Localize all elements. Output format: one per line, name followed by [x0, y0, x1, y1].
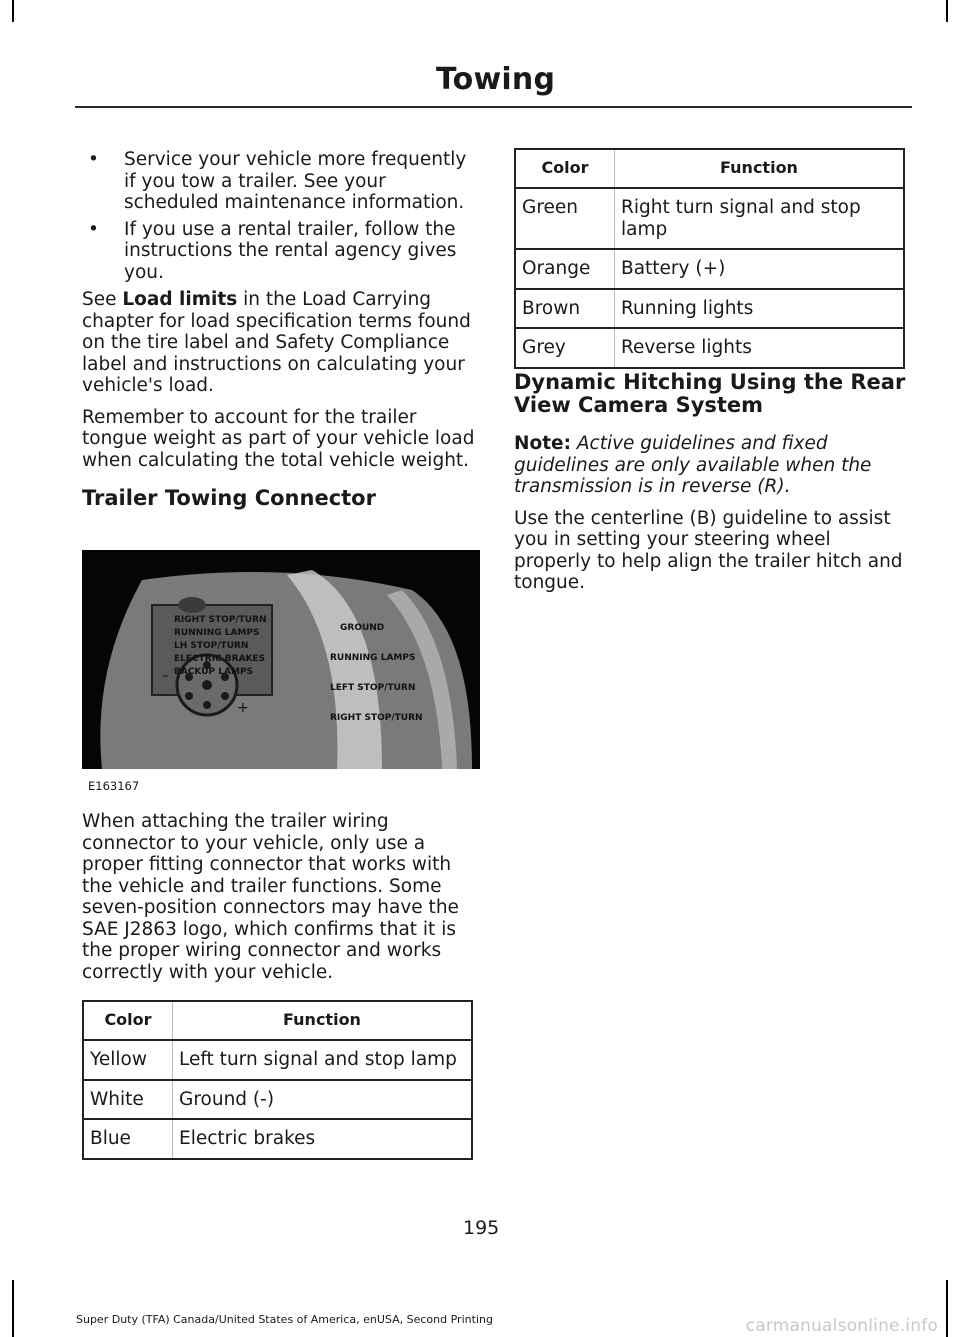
svg-text:–: – — [162, 668, 169, 684]
connector-label: GROUND — [340, 623, 385, 633]
table-row — [83, 1080, 472, 1120]
cell-color: Brown — [515, 289, 615, 329]
crop-mark — [946, 0, 948, 22]
section-heading: Dynamic Hitching Using the Rear View Camera System — [514, 370, 906, 417]
attaching-paragraph: When attaching the trailer wiring connector to your vehicle, only use a proper fitting connector that works with the vehicle and trailer functions. Some seven-position connectors may have the SAE J2863 logo, which confirms that it is the proper wiring connector and works correctly with your vehicle. — [82, 811, 459, 983]
cell-color: Yellow — [83, 1040, 173, 1080]
note-paragraph — [514, 433, 908, 498]
column-header-function: Function — [615, 149, 905, 188]
note-text: Active guidelines and fixed guidelines are only available when the transmission is in reverse (R). — [514, 433, 872, 497]
table-header-row — [83, 1001, 472, 1040]
crop-mark — [946, 1280, 948, 1337]
color-function-table — [514, 148, 905, 369]
bullet-list — [82, 149, 475, 283]
svg-text:+: + — [237, 700, 249, 716]
column-header-color: Color — [515, 149, 615, 188]
connector-label: RUNNING LAMPS — [330, 653, 416, 663]
cell-function: Right turn signal and stop lamp — [615, 188, 905, 249]
photo-caption: E163167 — [88, 779, 140, 793]
table-row — [83, 1119, 472, 1159]
table-row — [83, 1040, 472, 1080]
wiring-table-left — [82, 1000, 473, 1160]
connector-illustration — [82, 550, 480, 769]
cell-function: Battery (+) — [615, 249, 905, 289]
cell-color: White — [83, 1080, 173, 1120]
connector-label: BACKUP LAMPS — [174, 667, 254, 677]
bullet-item: • If you use a rental trailer, follow the instructions the rental agency gives you. — [82, 219, 475, 284]
table-row — [515, 249, 904, 289]
connector-label: RUNNING LAMPS — [174, 628, 260, 638]
centerline-paragraph: Use the centerline (B) guideline to assist you in setting your steering wheel properly to help align the trailer hitch and tongue. — [514, 507, 903, 593]
left-column-lower — [82, 811, 475, 993]
cell-function: Reverse lights — [615, 328, 905, 368]
page-number: 195 — [463, 1217, 500, 1239]
cell-function: Electric brakes — [173, 1119, 473, 1159]
crop-mark — [12, 0, 14, 22]
cell-function: Left turn signal and stop lamp — [173, 1040, 473, 1080]
page-title: Towing — [436, 62, 556, 97]
cell-function: Ground (-) — [173, 1080, 473, 1120]
connector-label: LH STOP/TURN — [174, 641, 249, 651]
header-divider — [75, 106, 912, 108]
crop-mark — [12, 1280, 14, 1337]
left-column — [82, 149, 475, 510]
tongue-weight-paragraph: Remember to account for the trailer tongue weight as part of your vehicle load when calculating the total vehicle weight. — [82, 406, 475, 471]
section-heading: Trailer Towing Connector — [82, 486, 376, 510]
bullet-item: • Service your vehicle more frequently if you tow a trailer. See your scheduled maintenance information. — [82, 149, 475, 214]
right-column — [514, 371, 908, 604]
table-row — [515, 328, 904, 368]
column-header-color: Color — [83, 1001, 173, 1040]
wiring-table-right — [514, 148, 905, 369]
table-row — [515, 188, 904, 249]
cell-color: Blue — [83, 1119, 173, 1159]
cell-color: Green — [515, 188, 615, 249]
note-label: Note: — [514, 433, 571, 454]
connector-label: LEFT STOP/TURN — [330, 683, 416, 693]
connector-label: RIGHT STOP/TURN — [330, 713, 423, 723]
connector-label: RIGHT STOP/TURN — [174, 615, 267, 625]
trailer-connector-photo — [82, 550, 480, 769]
cell-function: Running lights — [615, 289, 905, 329]
load-limits-paragraph: See Load limits in the Load Carrying chapter for load specification terms found on the tire label and Safety Compliance label and instructions on calculating your vehicle's load. — [82, 289, 471, 396]
load-limits-link: Load limits — [122, 289, 238, 310]
table-row — [515, 289, 904, 329]
edition-footer: Super Duty (TFA) Canada/United States of America, enUSA, Second Printing — [76, 1313, 493, 1326]
cell-color: Orange — [515, 249, 615, 289]
connector-label: ELECTRIC BRAKES — [174, 654, 266, 664]
watermark: carmanualsonline.info — [745, 1316, 938, 1336]
table-header-row — [515, 149, 904, 188]
column-header-function: Function — [173, 1001, 473, 1040]
color-function-table — [82, 1000, 473, 1160]
cell-color: Grey — [515, 328, 615, 368]
